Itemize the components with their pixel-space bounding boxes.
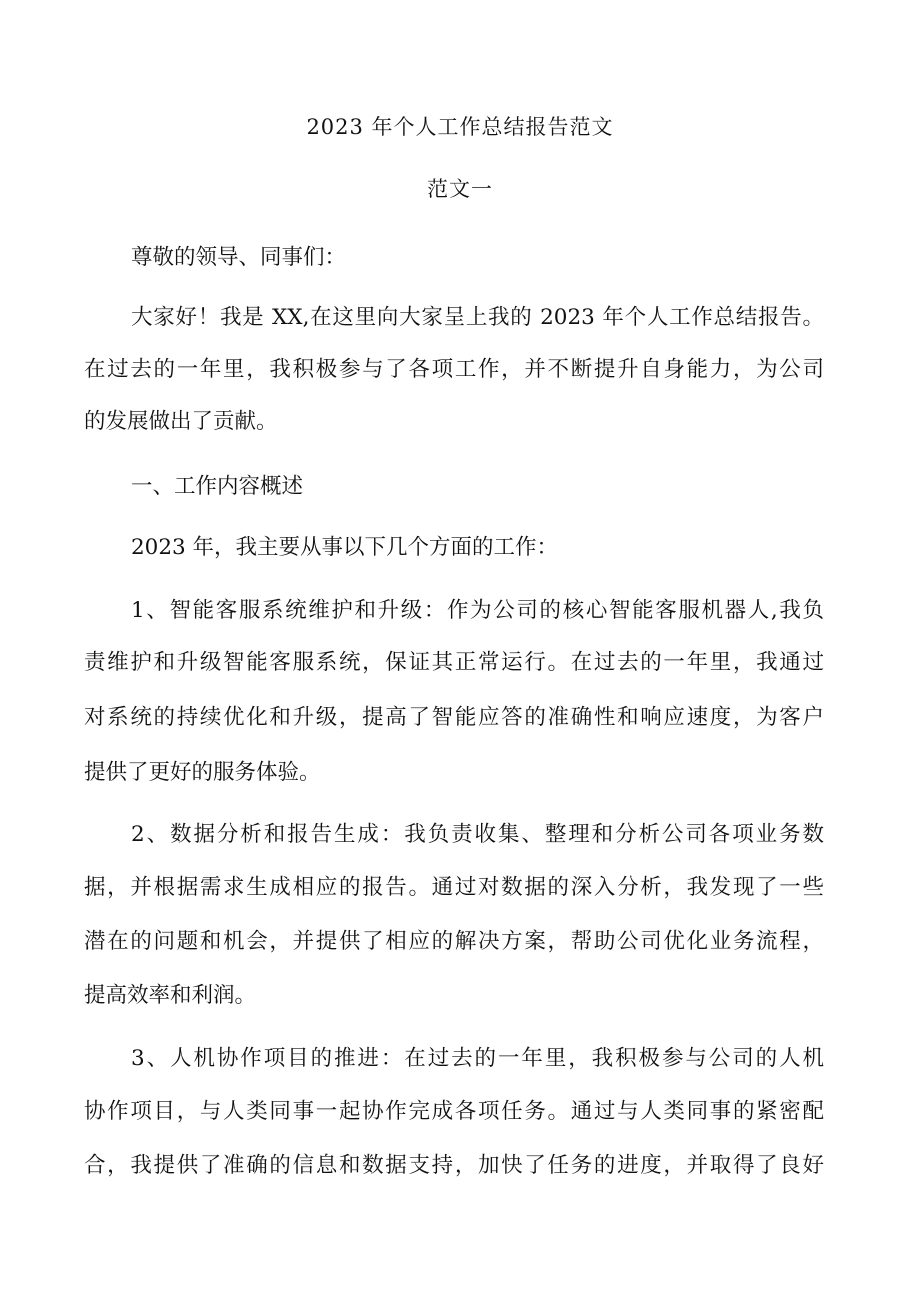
item2-line-3: 潜在的问题和机会，并提供了相应的解决方案，帮助公司优化业务流程，: [84, 929, 824, 954]
intro-line-1: 大家好！我是 XX,在这里向大家呈上我的 2023 年个人工作总结报告。: [131, 305, 824, 330]
item3-line-2: 协作项目，与人类同事一起协作完成各项任务。通过与人类同事的紧密配: [84, 1099, 824, 1124]
document-title: 2023 年个人工作总结报告范文: [306, 115, 614, 139]
item2-line-2: 据，并根据需求生成相应的报告。通过对数据的深入分析，我发现了一些: [84, 875, 824, 900]
item1-line-2: 责维护和升级智能客服系统，保证其正常运行。在过去的一年里，我通过: [84, 650, 824, 675]
item2-line-4: 提高效率和利润。: [84, 983, 257, 1008]
section-lead: 2023 年，我主要从事以下几个方面的工作：: [131, 535, 559, 560]
item1-line-4: 提供了更好的服务体验。: [84, 760, 321, 785]
item3-line-3: 合，我提供了准确的信息和数据支持，加快了任务的进度，并取得了良好: [84, 1153, 824, 1178]
item2-line-1: 2、数据分析和报告生成：我负责收集、整理和分析公司各项业务数: [131, 822, 824, 847]
greeting-line: 尊敬的领导、同事们：: [131, 245, 347, 270]
item1-line-3: 对系统的持续优化和升级，提高了智能应答的准确性和响应速度，为客户: [84, 705, 824, 730]
document-subtitle: 范文一: [427, 177, 493, 201]
intro-line-2: 在过去的一年里，我积极参与了各项工作，并不断提升自身能力，为公司: [84, 357, 824, 382]
item3-line-1: 3、人机协作项目的推进：在过去的一年里，我积极参与公司的人机: [131, 1046, 824, 1071]
section-heading: 一、工作内容概述: [131, 474, 304, 499]
item1-line-1: 1、智能客服系统维护和升级：作为公司的核心智能客服机器人,我负: [131, 598, 824, 623]
intro-line-3: 的发展做出了贡献。: [84, 409, 278, 434]
